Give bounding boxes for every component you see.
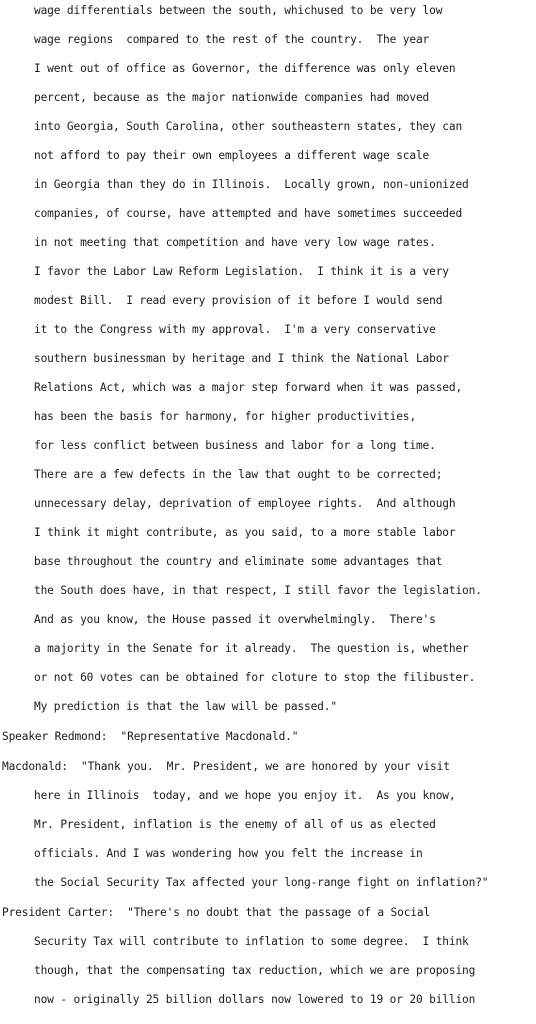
macdonald-line-1: Macdonald: "Thank you. Mr. President, we are honored by your visit: [2, 760, 450, 773]
body-line-3: I went out of office as Governor, the difference was only eleven: [34, 62, 456, 75]
carter-line-1: President Carter: "There's no doubt that the passage of a Social: [2, 906, 431, 919]
carter-line-2: Security Tax will contribute to inflation to some degree. I think: [34, 935, 469, 948]
body-line-25: My prediction is that the law will be passed.": [34, 700, 337, 713]
carter-line-3: though, that the compensating tax reduction, which we are proposing: [34, 964, 476, 977]
body-line-1: wage differentials between the south, whichused to be very low: [34, 4, 443, 17]
body-line-22: And as you know, the House passed it overwhelmingly. There's: [34, 613, 436, 626]
body-line-13: southern businessman by heritage and I think the National Labor: [34, 352, 449, 365]
macdonald-line-3: Mr. President, inflation is the enemy of all of us as elected: [34, 818, 436, 831]
body-line-17: There are a few defects in the law that ought to be corrected;: [34, 468, 443, 481]
body-line-7: in Georgia than they do in Illinois. Locally grown, non-unionized: [34, 178, 469, 191]
body-line-10: I favor the Labor Law Reform Legislation. I think it is a very: [34, 265, 449, 278]
body-line-21: the South does have, in that respect, I still favor the legislation.: [34, 584, 482, 597]
body-line-20: base throughout the country and eliminate some advantages that: [34, 555, 443, 568]
macdonald-line-2: here in Illinois today, and we hope you enjoy it. As you know,: [34, 789, 456, 802]
body-line-8: companies, of course, have attempted and have sometimes succeeded: [34, 207, 463, 220]
body-line-18: unnecessary delay, deprivation of employee rights. And although: [34, 497, 456, 510]
macdonald-line-5: the Social Security Tax affected your long-range fight on inflation?": [34, 876, 489, 889]
body-line-23: a majority in the Senate for it already. The question is, whether: [34, 642, 469, 655]
body-line-11: modest Bill. I read every provision of it before I would send: [34, 294, 443, 307]
carter-line-4: now - originally 25 billion dollars now lowered to 19 or 20 billion: [34, 993, 476, 1006]
body-line-9: in not meeting that competition and have very low wage rates.: [34, 236, 436, 249]
body-line-6: not afford to pay their own employees a different wage scale: [34, 149, 430, 162]
speaker-redmond-line: Speaker Redmond: "Representative Macdonald.": [2, 730, 299, 743]
body-line-4: percent, because as the major nationwide companies had moved: [34, 91, 430, 104]
body-line-15: has been the basis for harmony, for higher productivities,: [34, 410, 416, 423]
body-line-2: wage regions compared to the rest of the country. The year: [34, 33, 430, 46]
body-line-24: or not 60 votes can be obtained for cloture to stop the filibuster.: [34, 671, 476, 684]
macdonald-line-4: officials. And I was wondering how you felt the increase in: [34, 847, 423, 860]
body-line-12: it to the Congress with my approval. I'm a very conservative: [34, 323, 436, 336]
body-line-14: Relations Act, which was a major step forward when it was passed,: [34, 381, 463, 394]
body-line-16: for less conflict between business and labor for a long time.: [34, 439, 436, 452]
body-line-5: into Georgia, South Carolina, other southeastern states, they can: [34, 120, 463, 133]
body-line-19: I think it might contribute, as you said, to a more stable labor: [34, 526, 456, 539]
